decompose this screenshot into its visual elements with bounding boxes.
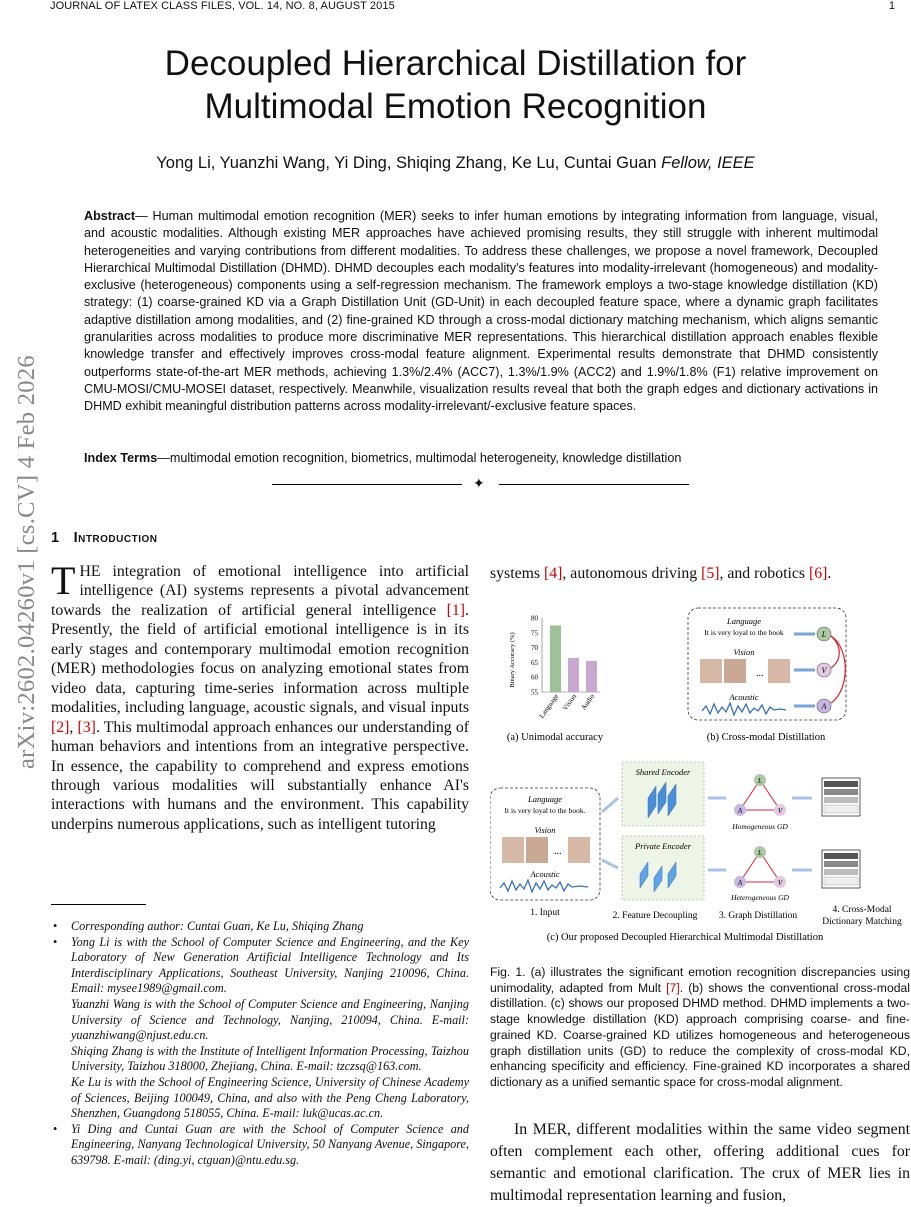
- intro-text-2: . Presently, the field of artificial emotional intelligence is in its early stages and contemporary multimodal emotion recognition (MER) methodologies focus on analyzing emotional states from video data, capturing time-series information across multiple modalities, including language, acoustic signals, and visual inputs: [51, 601, 469, 717]
- node-a-label: A: [737, 807, 743, 815]
- x-tick-label: Vision: [561, 692, 579, 713]
- footnote-text: Yi Ding and Cuntai Guan are with the School of Computer Science and Engineering, Nanyang Technological University, 50 Nanyang Avenue, Singapore, 639798. E-mail: (ding.yi, ctguan)@ntu.edu.sg.: [71, 1121, 469, 1167]
- chart-ylabel: Binary Accuracy (%): [509, 632, 516, 688]
- bar-language: [550, 625, 561, 692]
- c-acoustic-label: Acoustic: [530, 869, 560, 879]
- c-language-label: Language: [528, 794, 562, 804]
- arxiv-stamp: arXiv:2602.04260v1 [cs.CV] 4 Feb 2026: [13, 355, 40, 769]
- arrow-icon: [602, 798, 618, 812]
- intro-text-1: HE integration of emotional intelligence into artificial intelligence (AI) systems represents a pivotal advancement towards the realization of artificial general intelligence: [51, 563, 469, 619]
- footnote-text: Yong Li is with the School of Computer Science and Engineering, and the Key Laboratory of New Generation Artificial Intelligence Technology and Its Interdisciplinary Applications, Southeast University, Nanjing 210096, China. Email: mysee1989@gmail.com.: [71, 934, 469, 996]
- intro-cont-text: .: [827, 565, 832, 582]
- c-dots: ...: [554, 846, 562, 857]
- y-tick-label: 75: [531, 629, 538, 638]
- separator-left: [272, 484, 462, 485]
- citation-link[interactable]: [1]: [446, 601, 466, 619]
- waveform-icon: [500, 880, 588, 892]
- figure-caption: [490, 965, 910, 1091]
- hetero-gd-label: Heterogeneous GD: [731, 893, 789, 902]
- citation-link[interactable]: [2]: [51, 718, 70, 736]
- x-tick-label: Language: [537, 692, 561, 720]
- caption-label: Fig. 1.: [490, 965, 526, 979]
- node-l-label: L: [821, 630, 827, 639]
- intro-cont-text: , and robotics: [719, 565, 809, 582]
- step-2-label: 2. Feature Decoupling: [612, 911, 698, 921]
- citation-link[interactable]: [6]: [808, 565, 828, 582]
- homo-gd-label: Homogeneous GD: [732, 822, 788, 831]
- b-vision-label: Vision: [733, 647, 755, 657]
- author-suffix: Fellow, IEEE: [661, 154, 755, 172]
- footnote-item: • Yong Li is with the School of Computer Science and Engineering, and the Key Laboratory of New Generation Artificial Intelligence Technology and Its Interdisciplinary Applications, Southeast University, Nanjing 210096, China. Email: mysee1989@gmail.com.: [53, 934, 469, 996]
- dictionary-icon: [822, 850, 860, 888]
- caption-c: (c) Our proposed Decoupled Hierarchical Multimodal Distillation: [546, 932, 824, 943]
- step-4-label-b: Dictionary Matching: [822, 917, 902, 927]
- intro-paragraph: [51, 558, 469, 834]
- separator-diamond-icon: ✦: [473, 477, 485, 492]
- x-tick-label: Audio: [579, 692, 597, 712]
- face-thumbnail: [568, 837, 590, 863]
- index-terms: [84, 451, 878, 465]
- footnote-text: Yuanzhi Wang is with the School of Computer Science and Engineering, Nanjing University of Science and Technology, Nanjing, 210094, China. E-mail: yuanzhiwang@njust.edu.cn.: [71, 996, 469, 1043]
- step-4-label-a: 4. Cross-Modal: [832, 905, 892, 915]
- index-terms-label: Index Terms: [84, 451, 158, 465]
- abstract-text: — Human multimodal emotion recognition (MER) seeks to infer human emotions by integrating information from language, visual, and acoustic modalities. Although existing MER approaches have achieved promising results, they still struggle with inherent multimodal heterogeneities and varying contributions from different modalities. To address these challenges, we propose a novel framework, Decoupled Hierarchical Multimodal Distillation (DHMD). DHMD decouples each modality's features into modality-irrelevant (homogeneous) and modality-exclusive (heterogeneous) components using a self-regression mechanism. The framework employs a two-stage knowledge distillation (KD) strategy: (1) coarse-grained KD via a Graph Distillation Unit (GD-Unit) in each decoupled feature space, where a dynamic graph facilitates adaptive distillation among modalities, and (2) fine-grained KD through a cross-modal dictionary matching mechanism, which aligns semantic granularities across modalities to produce more discriminative MER representations. This hierarchical distillation approach enables flexible knowledge transfer and effectively improves cross-modal feature alignment. Experimental results demonstrate that DHMD consistently outperforms state-of-the-art MER methods, achieving 1.3%/2.4% (ACC7), 1.3%/1.9% (ACC2) and 1.9%/1.8% (F1) relative improvement on CMU-MOSI/CMU-MOSEI dataset, respectively. Meanwhile, visualization results reveal that both the graph edges and dictionary activations in DHMD exhibit meaningful distribution patterns across modality-irrelevant/-exclusive feature spaces.: [84, 209, 878, 414]
- citation-link[interactable]: [5]: [701, 565, 720, 582]
- step-1-label: 1. Input: [530, 908, 560, 918]
- intro-continued: [490, 565, 831, 583]
- section-title: Introduction: [73, 530, 158, 546]
- node-l-label: L: [758, 777, 762, 785]
- citation-link[interactable]: [3]: [77, 718, 96, 736]
- waveform-icon: [702, 703, 786, 715]
- author-names: Yong Li, Yuanzhi Wang, Yi Ding, Shiqing Zhang, Ke Lu, Cuntai Guan: [156, 154, 657, 172]
- abstract: [84, 208, 878, 416]
- page-number: 1: [888, 0, 895, 12]
- face-thumbnail: [724, 659, 746, 683]
- b-dots: ...: [756, 668, 764, 679]
- running-header: JOURNAL OF LATEX CLASS FILES, VOL. 14, NO. 8, AUGUST 2015: [50, 0, 395, 12]
- arrow-icon: [602, 860, 618, 868]
- y-tick-label: 65: [531, 658, 538, 667]
- index-terms-text: —multimodal emotion recognition, biometrics, multimodal heterogeneity, knowledge distillation: [157, 451, 682, 465]
- footnote-item: [51, 997, 469, 1044]
- footnote-item: • Corresponding author: Cuntai Guan, Ke Lu, Shiqing Zhang: [53, 919, 364, 933]
- b-language-label: Language: [727, 616, 761, 626]
- title-line-2: Multimodal Emotion Recognition: [204, 87, 707, 126]
- caption-text: . (b) shows the conventional cross-modal distillation. (c) shows our proposed DHMD method. DHMD implements a two-stage knowledge distillation (KD) approach comprising coarse- and fine-grained KD. Coarse-grained KD utilizes homogeneous and heterogeneous graph distillation units (GD) to reduce the complexity of cross-modal KD, enhancing specificity and efficiency. Fine-grained KD incorporates a shared dictionary as a unified semantic space for cross-modal alignment.: [490, 980, 911, 1089]
- intro-text-3: . This multimodal approach enhances our understanding of human behaviors and intentions from an integrative perspective. In essence, the capability to comprehend and express emotions through various modalities will substantially enhance AI's interactions with humans and the environment. This capability underpins numerous applications, such as intelligent tutoring: [51, 718, 469, 833]
- caption-b: (b) Cross-modal Distillation: [706, 732, 826, 743]
- face-thumbnail: [502, 837, 524, 863]
- dictionary-icon: [822, 778, 860, 816]
- caption-text: (a) illustrates the significant emotion recognition discrepancies using unimodality, adapted from Mult: [490, 965, 910, 995]
- body-paragraph: [490, 1119, 910, 1207]
- node-v-label: V: [777, 879, 783, 887]
- separator-right: [499, 484, 689, 485]
- abstract-label: Abstract: [84, 209, 136, 223]
- bar-vision: [568, 658, 579, 692]
- b-sentence: It is very loyal to the book: [704, 628, 784, 637]
- footnote-text: Ke Lu is with the School of Engineering Science, University of Chinese Academy of Sciences, Beijing 100049, China, and also with the Peng Cheng Laboratory, Shenzhen, Guangdong 518055, China. E-mail: luk@ucas.ac.cn.: [71, 1074, 469, 1121]
- figure-1: [490, 600, 910, 950]
- paper-title: [0, 42, 911, 128]
- footnote-text: Corresponding author: Cuntai Guan, Ke Lu, Shiqing Zhang: [71, 919, 364, 933]
- intro-sep: ,: [69, 718, 78, 736]
- distill-arrow: [831, 636, 839, 668]
- b-acoustic-label: Acoustic: [729, 692, 759, 702]
- y-tick-label: 60: [531, 673, 538, 682]
- body-text: In MER, different modalities within the same video segment often complement each other, offering additional cues for semantic and emotional clarification. The crux of MER lies in multimodal representation learning and fusion,: [490, 1121, 910, 1204]
- footnote-item: • Yi Ding and Cuntai Guan are with the School of Computer Science and Engineering, Nanyang Technological University, 50 Nanyang Avenue, Singapore, 639798. E-mail: (ding.yi, ctguan)@ntu.edu.sg.: [53, 1121, 469, 1167]
- private-encoder-label: Private Encoder: [635, 841, 691, 851]
- author-list: [0, 154, 911, 173]
- drop-cap: T: [51, 558, 76, 603]
- y-tick-label: 70: [531, 644, 538, 653]
- section-number: 1: [51, 530, 60, 546]
- y-tick-label: 55: [531, 688, 538, 697]
- citation-link[interactable]: [4]: [543, 565, 563, 582]
- node-v-label: V: [821, 666, 827, 675]
- footnote-item: [51, 1075, 469, 1122]
- intro-cont-text: , autonomous driving: [562, 565, 702, 582]
- shared-encoder-label: Shared Encoder: [635, 767, 691, 777]
- c-sentence: It is very loyal to the book.: [504, 806, 586, 815]
- caption-a: (a) Unimodal accuracy: [506, 732, 604, 743]
- bar-audio: [586, 661, 597, 692]
- section-heading: [51, 530, 158, 546]
- footnote-item: [51, 1044, 469, 1075]
- face-thumbnail: [526, 837, 548, 863]
- node-a-label: A: [737, 879, 743, 887]
- face-thumbnail: [768, 659, 790, 683]
- node-l-label: L: [758, 849, 762, 857]
- footnote-rule: [51, 904, 146, 905]
- node-a-label: A: [821, 702, 827, 711]
- intro-cont-text: systems: [490, 565, 544, 582]
- step-3-label: 3. Graph Distillation: [718, 911, 798, 921]
- node-v-label: V: [777, 807, 783, 815]
- citation-link[interactable]: [7]: [666, 980, 680, 995]
- footnote-text: Shiqing Zhang is with the Institute of Intelligent Information Processing, Taizhou University, Taizhou 318000, Zhejiang, China. E-mail: tzczsq@163.com.: [71, 1043, 469, 1074]
- title-line-1: Decoupled Hierarchical Distillation for: [164, 44, 747, 83]
- face-thumbnail: [700, 659, 722, 683]
- unimodal-accuracy-chart: [509, 615, 600, 720]
- c-vision-label: Vision: [534, 825, 556, 835]
- y-tick-label: 80: [531, 614, 538, 623]
- footnotes: [51, 919, 469, 1169]
